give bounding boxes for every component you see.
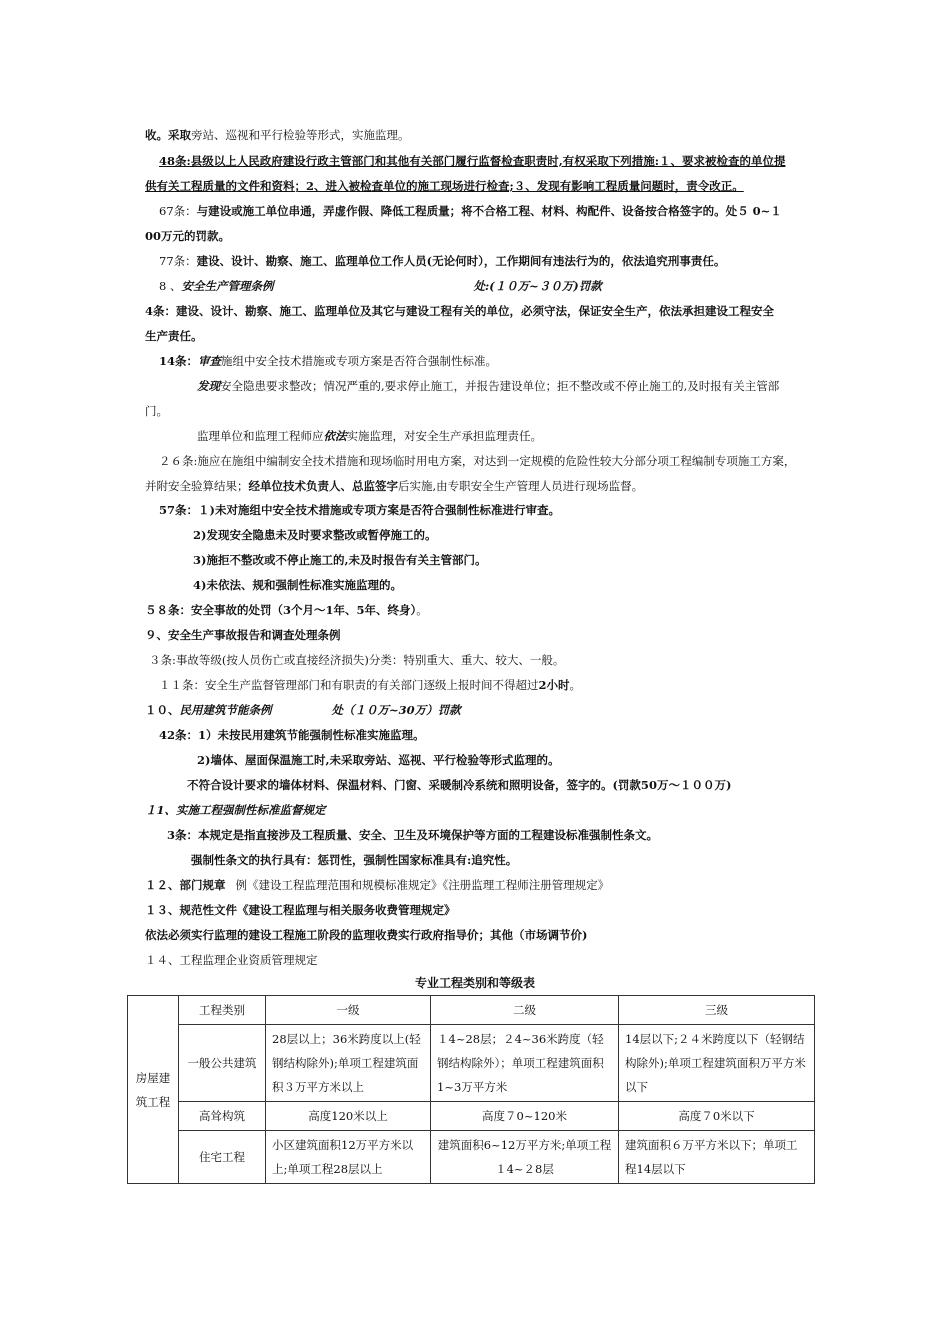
line-20: ９、安全生产事故报告和调查处理条例 (145, 628, 341, 642)
grade-table (127, 995, 815, 1184)
line-28: 3条：本规定是指直接涉及工程质量、安全、卫生及环境保护等方面的工程建设标准强制性条文。 (167, 828, 658, 842)
line-2: 供有关工程质量的文件和资料；2、进入被检查单位的施工现场进行检查;３、发现有影响工程质量问题时，责令改正。 (145, 179, 744, 193)
line-9: 14条：审查施组中安全技术措施或专项方案是否符合强制性标准。 (159, 354, 498, 368)
line-19: ５８条：安全事故的处罚（3个月～1年、5年、终身）。 (145, 603, 428, 617)
row-grade-1: 高度120米以上 (266, 1102, 431, 1131)
row-grade-2: 建筑面积6~12万平方米;单项工程１4~２8层 (431, 1131, 619, 1184)
table-row (128, 1102, 815, 1131)
row-grade-3: 高度７0米以下 (619, 1102, 815, 1131)
line-26: 不符合设计要求的墙体材料、保温材料、门窗、采暖制冷系统和照明设备，签字的。(罚款50万～１００万) (187, 778, 732, 792)
line-32: 依法必须实行监理的建设工程施工阶段的监理收费实行政府指导价；其他（市场调节价) (145, 928, 588, 942)
line-10: 发现安全隐患要求整改；情况严重的,要求停止施工，并报告建设单位；拒不整改或不停止施工的,及时报有关主管部 (197, 379, 780, 393)
line-13: ２６条:施应在施组中编制安全技术措施和现场临时用电方案，对达到一定规模的危险性较大分部分项工程编制专项施工方案， (159, 454, 796, 468)
line-3: 67条：与建设或施工单位串通，弄虚作假、降低工程质量；将不合格工程、材料、构配件、设备按合格签字的。处５ 0~１ (159, 204, 782, 218)
line-25: 2)墙体、屋面保温施工时,未采取旁站、巡视、平行检验等形式监理的。 (197, 753, 560, 767)
header-grade-1: 一级 (266, 996, 431, 1025)
line-27: １1、实施工程强制性标准监督规定 (145, 803, 326, 817)
line-30: １２、部门规章 例《建设工程监理范围和规模标准规定》《注册监理工程师注册管理规定》 (145, 878, 610, 892)
line-18: 4)未依法、规和强制性标准实施监理的。 (193, 578, 402, 592)
table-row (128, 1025, 815, 1102)
header-grade-2: 二级 (431, 996, 619, 1025)
line-21: ３条:事故等级(按人员伤亡或直接经济损失)分类：特别重大、重大、较大、一般。 (149, 653, 565, 667)
row-category: 一般公共建筑 (179, 1025, 266, 1102)
line-14: 并附安全验算结果；经单位技术负责人、总监签字后实施,由专职安全生产管理人员进行现场监督。 (145, 479, 644, 493)
line-17: 3)施拒不整改或不停止施工的,未及时报告有关主管部门。 (193, 553, 487, 567)
line-33: １４、工程监理企业资质管理规定 (145, 953, 318, 967)
group-cell: 房屋建筑工程 (128, 996, 179, 1184)
line-5: 77条：建设、设计、勘察、施工、监理单位工作人员(无论何时），工作期间有违法行为的，依法追究刑事责任。 (159, 254, 726, 268)
line-11: 门。 (145, 404, 168, 418)
line-24: 42条：1）未按民用建筑节能强制性标准实施监理。 (159, 728, 425, 742)
row-category: 住宅工程 (179, 1131, 266, 1184)
line-0: 收。采取旁站、巡视和平行检验等形式，实施监理。 (145, 128, 410, 142)
row-grade-2: 高度７0~120米 (431, 1102, 619, 1131)
line-6: 8 、安全生产管理条例 处:(１０万~３０万)罚款 (159, 279, 602, 293)
table-header-row (128, 996, 815, 1025)
header-category: 工程类别 (179, 996, 266, 1025)
line-16: 2)发现安全隐患未及时要求整改或暂停施工的。 (193, 528, 437, 542)
line-22: １１条：安全生产监督管理部门和有职责的有关部门逐级上报时间不得超过2小时。 (159, 678, 582, 692)
line-15: 57条：１)未对施组中安全技术措施或专项方案是否符合强制性标准进行审查。 (159, 503, 560, 517)
table-title: 专业工程类别和等级表 (414, 976, 535, 990)
line-7: 4条：建设、设计、勘察、施工、监理单位及其它与建设工程有关的单位，必须守法，保证安全生产，依法承担建设工程安全 (145, 304, 775, 318)
line-12: 监理单位和监理工程师应依法实施监理，对安全生产承担监理责任。 (197, 429, 542, 443)
line-29: 强制性条文的执行具有：惩罚性，强制性国家标准具有:追究性。 (191, 853, 518, 867)
row-category: 高耸构筑 (179, 1102, 266, 1131)
row-grade-2: １4~28层；２4~36米跨度（轻钢结构除外）；单项工程建筑面积1~3万平方米 (431, 1025, 619, 1102)
row-grade-3: 建筑面积６万平方米以下；单项工程14层以下 (619, 1131, 815, 1184)
line-4: 00万元的罚款。 (145, 229, 231, 243)
line-1: 48条:县级以上人民政府建设行政主管部门和其他有关部门履行监督检查职责时,有权采取下列措施:１、要求被检查的单位提 (159, 154, 786, 168)
table-row (128, 1131, 815, 1184)
line-23: １０、民用建筑节能条例 处（１０万~30万）罚款 (145, 703, 461, 717)
header-grade-3: 三级 (619, 996, 815, 1025)
row-grade-3: 14层以下;２４米跨度以下（轻钢结构除外);单项工程建筑面积万平方米以下 (619, 1025, 815, 1102)
line-31: １３、规范性文件《建设工程监理与相关服务收费管理规定》 (145, 903, 456, 917)
line-8: 生产责任。 (145, 329, 203, 343)
row-grade-1: 小区建筑面积12万平方米以上;单项工程28层以上 (266, 1131, 431, 1184)
row-grade-1: 28层以上；36米跨度以上(轻钢结构除外);单项工程建筑面积３万平方米以上 (266, 1025, 431, 1102)
